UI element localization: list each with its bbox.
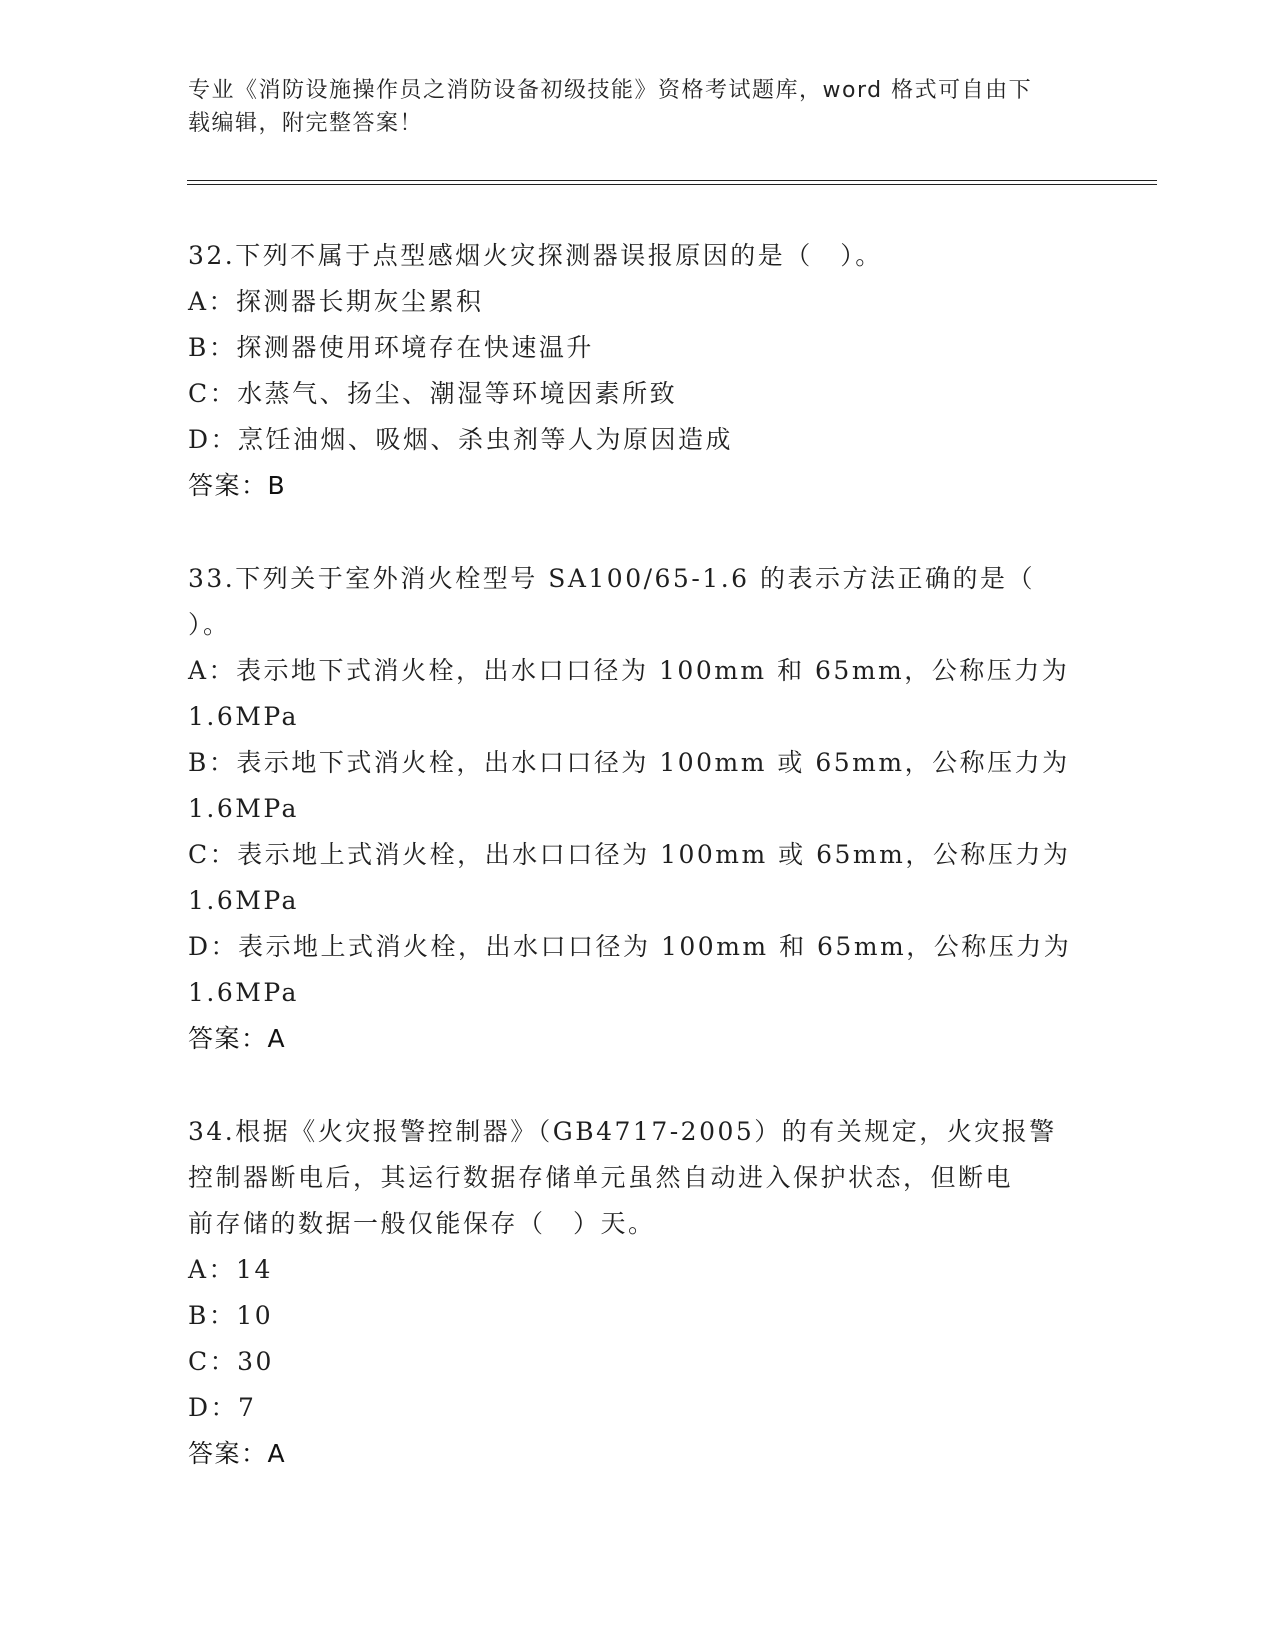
option-a xyxy=(188,648,1088,740)
stem-line: 32.下列不属于点型感烟火灾探测器误报原因的是（ ）。 xyxy=(188,241,883,270)
stem-line: 33.下列关于室外消火栓型号 SA100/65-1.6 的表示方法正确的是（ xyxy=(188,564,1035,593)
stem-line: ）。 xyxy=(188,610,231,639)
option-c xyxy=(188,832,1088,924)
option-line: B：表示地下式消火栓，出水口口径为 100mm 或 65mm，公称压力为 xyxy=(188,748,1070,777)
option-line: D：7 xyxy=(188,1393,257,1422)
option-line: A：探测器长期灰尘累积 xyxy=(188,287,484,316)
option-b xyxy=(188,325,1088,371)
option-line: 1.6MPa xyxy=(188,702,299,731)
question-list xyxy=(188,233,1088,1524)
option-line: 1.6MPa xyxy=(188,886,299,915)
stem-line: 前存储的数据一般仅能保存（ ）天。 xyxy=(188,1209,656,1238)
option-line: D：烹饪油烟、吸烟、杀虫剂等人为原因造成 xyxy=(188,425,734,454)
stem-line: 控制器断电后，其运行数据存储单元虽然自动进入保护状态，但断电 xyxy=(188,1163,1014,1192)
question-34 xyxy=(188,1109,1088,1477)
option-a xyxy=(188,279,1088,325)
document-header xyxy=(188,74,1068,140)
question-stem xyxy=(188,556,1088,648)
option-line: A：表示地下式消火栓，出水口口径为 100mm 和 65mm，公称压力为 xyxy=(188,656,1070,685)
option-d xyxy=(188,924,1088,1016)
option-b xyxy=(188,740,1088,832)
option-d xyxy=(188,1385,1088,1431)
option-line: B：探测器使用环境存在快速温升 xyxy=(188,333,594,362)
question-32 xyxy=(188,233,1088,509)
question-stem xyxy=(188,1109,1088,1247)
answer-label: 答案：B xyxy=(188,471,287,500)
header-line-2: 载编辑，附完整答案！ xyxy=(188,111,424,136)
option-b xyxy=(188,1293,1088,1339)
option-line: C：水蒸气、扬尘、潮湿等环境因素所致 xyxy=(188,379,678,408)
option-line: C：30 xyxy=(188,1347,274,1376)
answer-label: 答案：A xyxy=(188,1024,287,1053)
option-line: C：表示地上式消火栓，出水口口径为 100mm 或 65mm，公称压力为 xyxy=(188,840,1071,869)
option-d xyxy=(188,417,1088,463)
option-line: A：14 xyxy=(188,1255,273,1284)
option-a xyxy=(188,1247,1088,1293)
option-line: D：表示地上式消火栓，出水口口径为 100mm 和 65mm，公称压力为 xyxy=(188,932,1072,961)
option-c xyxy=(188,1339,1088,1385)
header-double-rule xyxy=(187,180,1157,185)
option-line: B：10 xyxy=(188,1301,274,1330)
header-line-1: 专业《消防设施操作员之消防设备初级技能》资格考试题库，word 格式可自由下 xyxy=(188,78,1033,103)
option-line: 1.6MPa xyxy=(188,978,299,1007)
option-line: 1.6MPa xyxy=(188,794,299,823)
option-c xyxy=(188,371,1088,417)
question-stem xyxy=(188,233,1088,279)
question-33 xyxy=(188,556,1088,1062)
stem-line: 34.根据《火灾报警控制器》（GB4717-2005）的有关规定，火灾报警 xyxy=(188,1117,1057,1146)
answer-label: 答案：A xyxy=(188,1439,287,1468)
